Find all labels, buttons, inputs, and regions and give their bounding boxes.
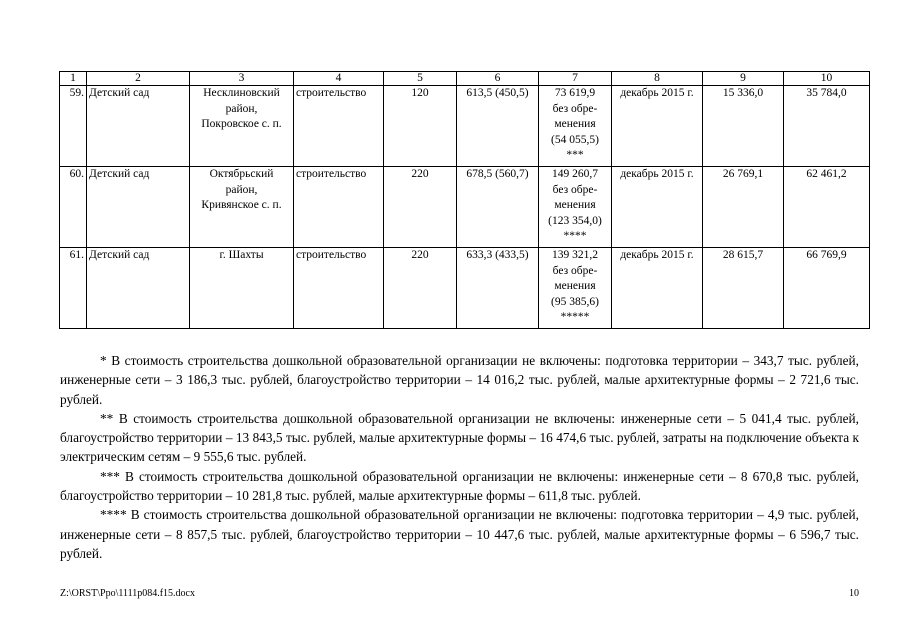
row-number: 59. bbox=[60, 86, 87, 167]
area: 613,5 (450,5) bbox=[457, 86, 539, 167]
capacity: 120 bbox=[384, 86, 457, 167]
value-col9: 28 615,7 bbox=[703, 248, 784, 329]
page-number: 10 bbox=[849, 588, 859, 599]
footnote: *** В стоимость строительства дошкольной образовательной организации не включены: инженерные сети – 8 670,8 тыс. рублей, благоустройство территории – 10 281,8 тыс. рублей, малые архитектурные формы – 611,8 тыс. рублей. bbox=[60, 468, 859, 504]
table-row bbox=[60, 248, 870, 329]
object-name: Детский сад bbox=[87, 248, 190, 329]
object-name: Детский сад bbox=[87, 167, 190, 248]
header-cell: 6 bbox=[457, 72, 539, 86]
header-cell: 8 bbox=[612, 72, 703, 86]
data-table bbox=[59, 71, 870, 329]
value-col10: 35 784,0 bbox=[784, 86, 870, 167]
footnotes bbox=[60, 351, 859, 563]
work-type: строительство bbox=[294, 167, 384, 248]
header-cell: 4 bbox=[294, 72, 384, 86]
capacity: 220 bbox=[384, 167, 457, 248]
area: 633,3 (433,5) bbox=[457, 248, 539, 329]
header-cell: 3 bbox=[190, 72, 294, 86]
object-location: Несклиновский район, Покровское с. п. bbox=[190, 86, 294, 167]
footnote: * В стоимость строительства дошкольной образовательной организации не включены: подготовка территории – 343,7 тыс. рублей, инженерные сети – 3 186,3 тыс. рублей, благоустройство территории – 14 016,2 тыс. рублей, малые архитектурные формы – 2 721,6 тыс. рублей. bbox=[60, 353, 859, 407]
capacity: 220 bbox=[384, 248, 457, 329]
table-row bbox=[60, 86, 870, 167]
row-number: 60. bbox=[60, 167, 87, 248]
footnote: **** В стоимость строительства дошкольной образовательной организации не включены: подготовка территории – 4,9 тыс. рублей, инженерные сети – 8 857,5 тыс. рублей, благоустройство территории – 10 447,6 тыс. рублей, малые архитектурные формы – 6 596,7 тыс. рублей. bbox=[60, 507, 859, 561]
work-type: строительство bbox=[294, 86, 384, 167]
completion-date: декабрь 2015 г. bbox=[612, 248, 703, 329]
object-location: Октябрьский район, Кривянское с. п. bbox=[190, 167, 294, 248]
footnote: ** В стоимость строительства дошкольной образовательной организации не включены: инженерные сети – 5 041,4 тыс. рублей, благоустройство территории – 13 843,5 тыс. рублей, малые архитектурные формы – 16 474,6 тыс. рублей, затраты на подключение объекта к электрическим сетям – 9 555,6 тыс. рублей. bbox=[60, 410, 859, 465]
object-name: Детский сад bbox=[87, 86, 190, 167]
value-col9: 26 769,1 bbox=[703, 167, 784, 248]
completion-date: декабрь 2015 г. bbox=[612, 167, 703, 248]
header-cell: 2 bbox=[87, 72, 190, 86]
header-cell: 1 bbox=[60, 72, 87, 86]
cost: 139 321,2 без обре- менения (95 385,6) ***** bbox=[539, 248, 612, 329]
cost: 149 260,7 без обре- менения (123 354,0) **** bbox=[539, 167, 612, 248]
header-cell: 5 bbox=[384, 72, 457, 86]
header-cell: 7 bbox=[539, 72, 612, 86]
header-cell: 9 bbox=[703, 72, 784, 86]
cost: 73 619,9 без обре- менения (54 055,5) *** bbox=[539, 86, 612, 167]
value-col10: 66 769,9 bbox=[784, 248, 870, 329]
object-location: г. Шахты bbox=[190, 248, 294, 329]
header-cell: 10 bbox=[784, 72, 870, 86]
table-header-row bbox=[60, 72, 870, 86]
table-row bbox=[60, 167, 870, 248]
work-type: строительство bbox=[294, 248, 384, 329]
completion-date: декабрь 2015 г. bbox=[612, 86, 703, 167]
value-col10: 62 461,2 bbox=[784, 167, 870, 248]
footer-file-path: Z:\ORST\Ppo\1111p084.f15.docx bbox=[60, 588, 195, 599]
row-number: 61. bbox=[60, 248, 87, 329]
area: 678,5 (560,7) bbox=[457, 167, 539, 248]
value-col9: 15 336,0 bbox=[703, 86, 784, 167]
